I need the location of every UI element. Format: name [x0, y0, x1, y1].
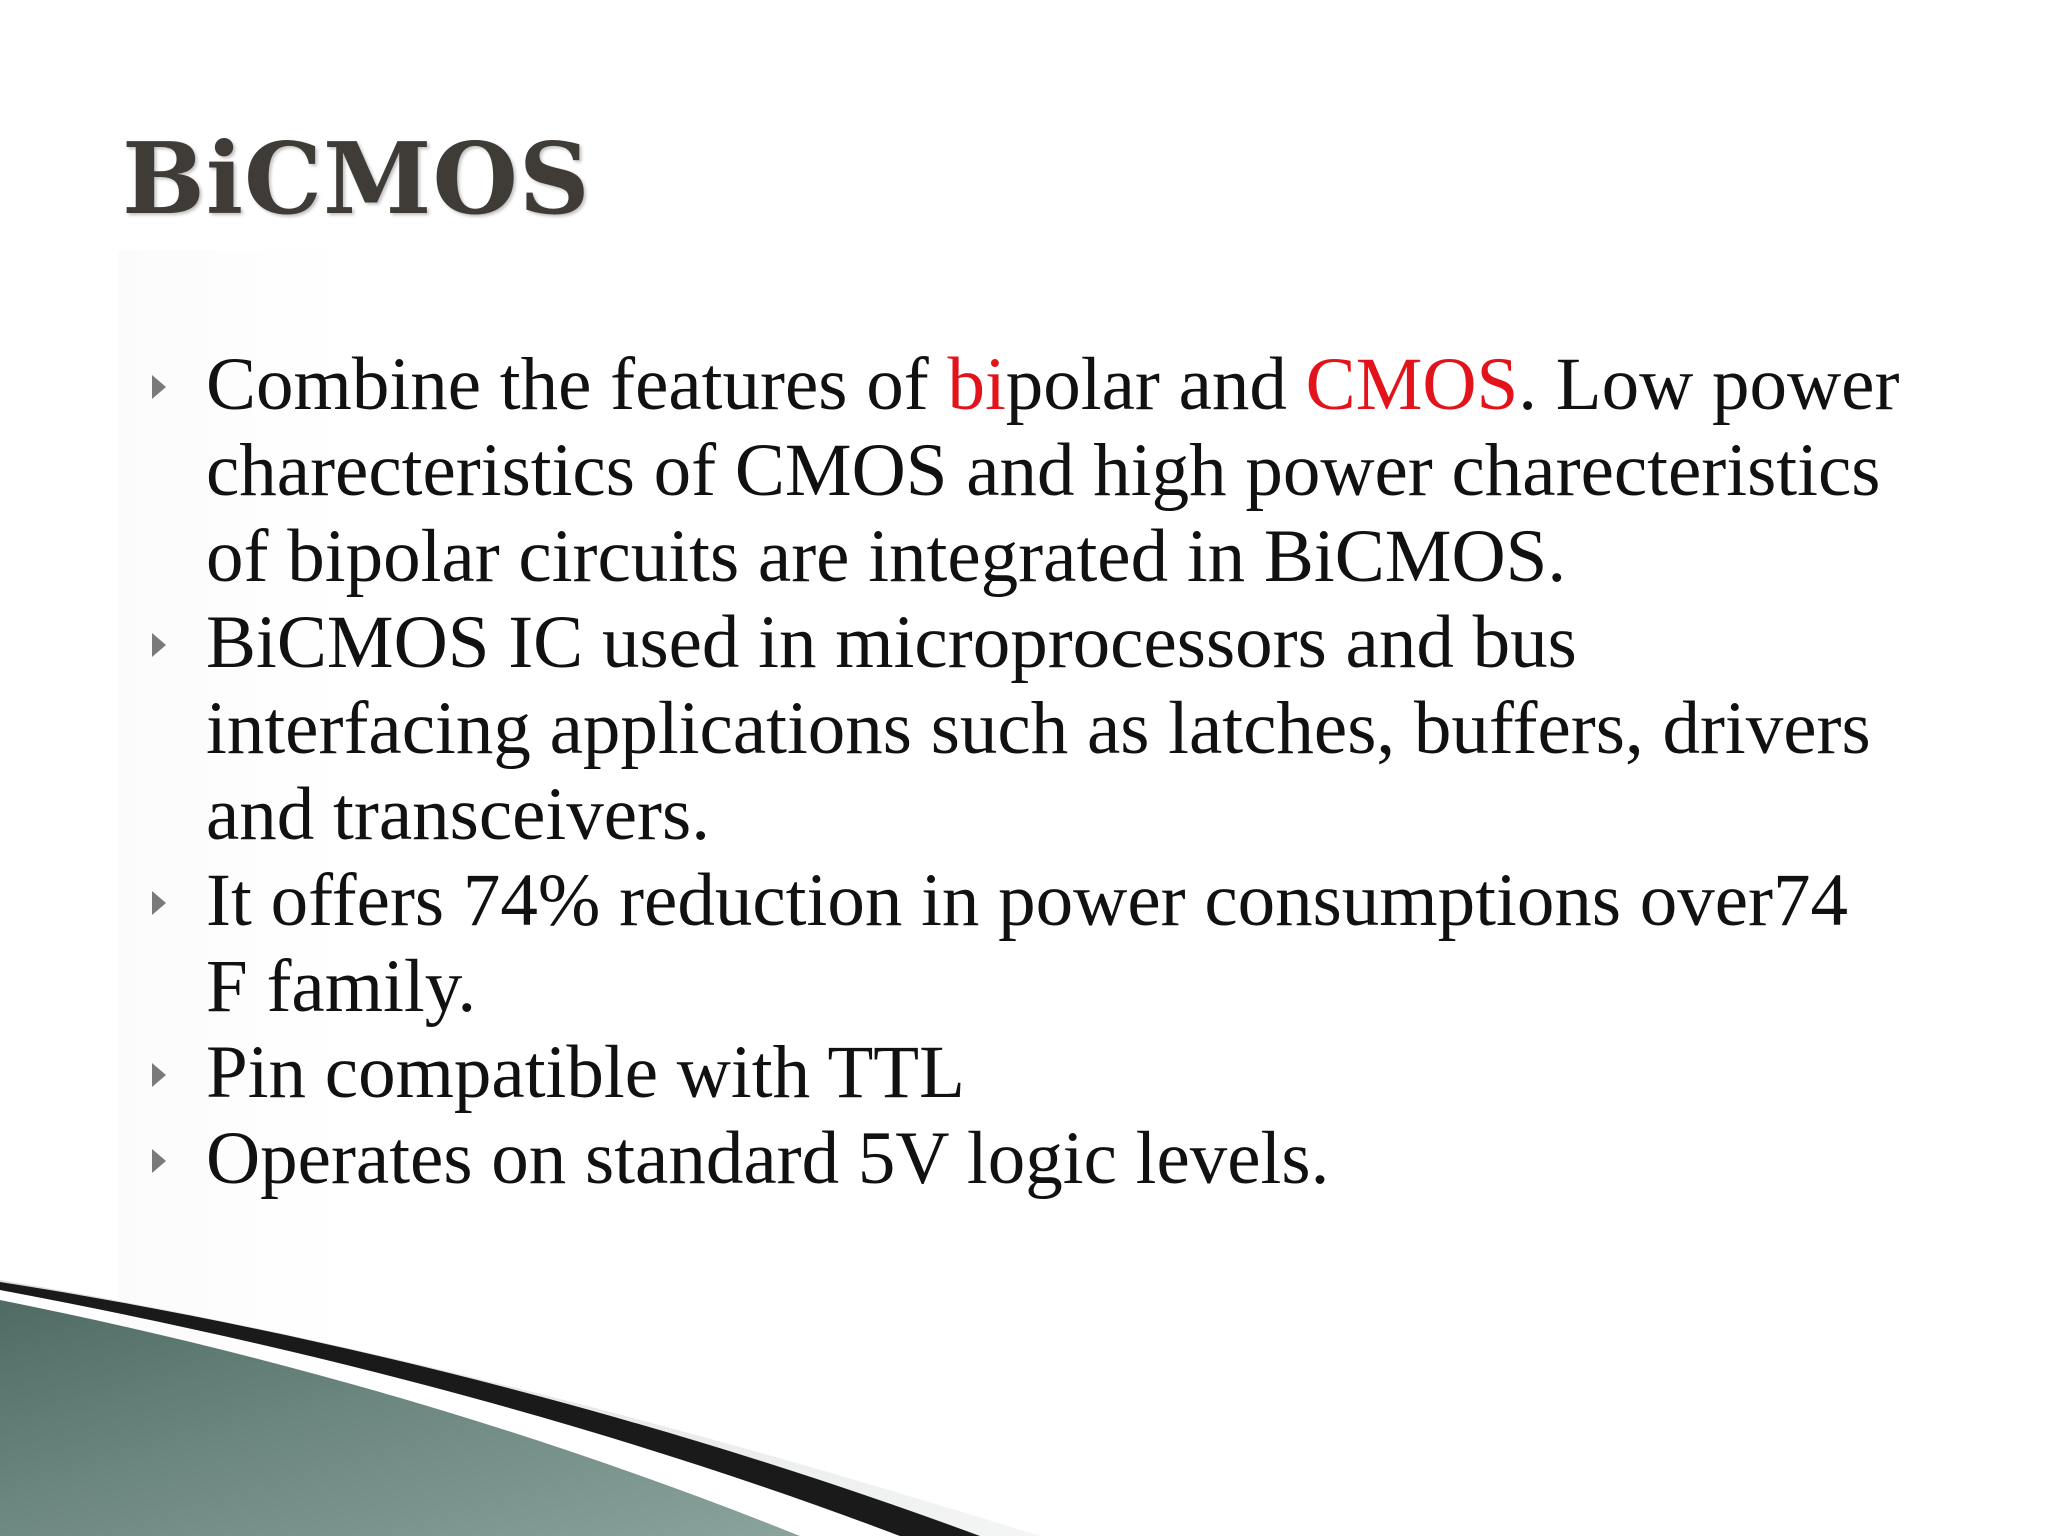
bullet-item-5 — [148, 1116, 1908, 1202]
bullet-5-text: Operates on standard 5V logic levels. — [206, 1117, 1330, 1200]
triangle-bullet-icon — [152, 1063, 166, 1087]
bullet-item-3 — [148, 858, 1908, 1030]
triangle-bullet-icon — [152, 375, 166, 399]
bullet-list — [148, 342, 1908, 1202]
bullet-item-2 — [148, 600, 1908, 858]
triangle-bullet-icon — [152, 633, 166, 657]
bullet-4-text: Pin compatible with TTL — [206, 1031, 965, 1114]
bullet-item-1 — [148, 342, 1908, 600]
triangle-bullet-icon — [152, 1149, 166, 1173]
highlight-cmos: CMOS — [1305, 343, 1519, 426]
bullet-item-4 — [148, 1030, 1908, 1116]
bullet-1-text: Combine the features of bipolar and CMOS. Low power charecteristics of CMOS and high power charecteristics of bipolar circuits are integrated in BiCMOS. — [206, 343, 1900, 598]
highlight-bi: bi — [947, 343, 1006, 426]
bullet-2-text: BiCMOS IC used in microprocessors and bus interfacing applications such as latches, buffers, drivers and transceivers. — [206, 601, 1871, 856]
bullet-3-text: It offers 74% reduction in power consumptions over74 F family. — [206, 859, 1849, 1028]
slide-title: BiCMOS — [122, 122, 591, 237]
triangle-bullet-icon — [152, 891, 166, 915]
